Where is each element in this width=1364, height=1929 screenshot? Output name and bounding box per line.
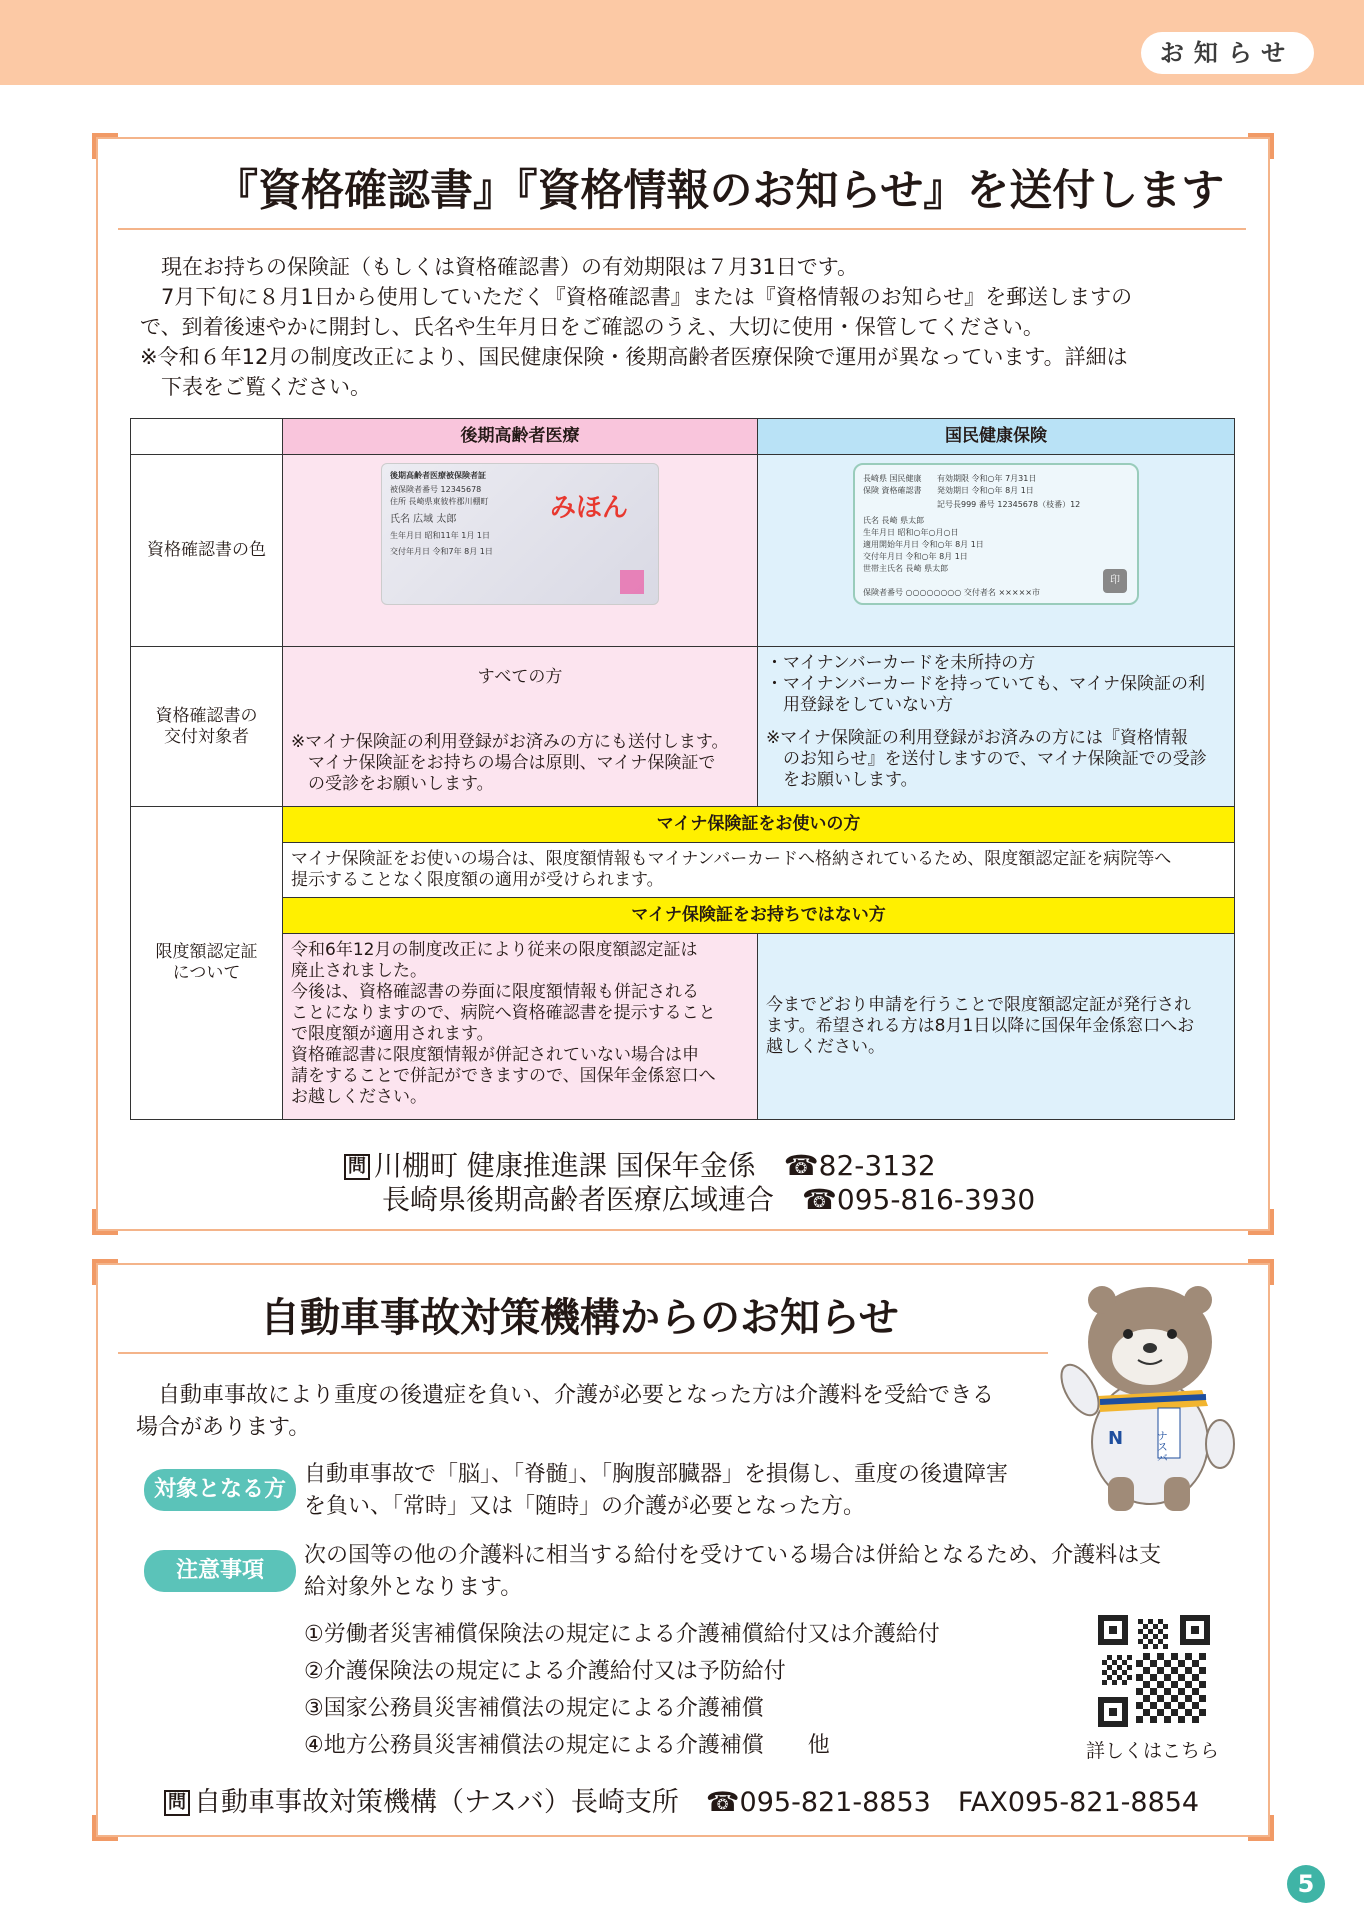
svg-text:N: N [1108,1428,1124,1449]
section2-intro: 自動車事故により重度の後遺症を負い、介護が必要となった方は介護料を受給できる 場合があります。 [136,1383,995,1440]
comparison-table [130,418,1235,1120]
eligibility-national: ・マイナンバーカードを未所持の方 ・マイナンバーカードを持っていても、マイナ保険証の利 用登録をしていない方 ※マイナ保険証の利用登録がお済みの方には『資格情報 のお知らせ』を送付しますので、マイナ保険証での受診 をお願いします。 [758,647,1235,807]
notice-text: 次の国等の他の介護料に相当する給付を受けている場合は併給となるため、介護料は支 給対象外となります。 [304,1543,1162,1600]
svg-text:ナスバ: ナスバ [1155,1430,1169,1463]
inquiry-icon: 問 [164,1790,190,1816]
exclusion-list [304,1616,940,1764]
late-card-image: 後期高齢者医療被保険者証 被保険者番号 12345678 住所 長崎県東彼杵郡川棚町 氏名 広域 太郎 生年月日 昭和11年 1月 1日 交付年月日 令和7年 8月 1日 みほん [381,463,659,605]
section1-title: 『資格確認書』『資格情報のお知らせ』を送付します [215,166,1225,216]
contact-koiki: 長崎県後期高齢者医療広域連合 ☎095-816-3930 [382,1183,1036,1216]
sample-stamp: みほん [550,493,629,523]
contact-nasva: 問 自動車事故対策機構（ナスバ）長崎支所 ☎095-821-8853 FAX095-821-8854 [164,1780,1199,1819]
target-label: 対象となる方 [144,1469,296,1511]
list-item: ③国家公務員災害補償法の規定による介護補償 [304,1696,764,1721]
col-header-late: 後期高齢者医療 [283,419,758,455]
limit-use-text: マイナ保険証をお使いの場合は、限度額情報もマイナンバーカードへ格納されているため、限度額認定証を病院等へ 提示することなく限度額の適用が受けられます。 [283,843,1235,898]
yellow-header-use: マイナ保険証をお使いの方 [283,807,1235,843]
notice-label: 注意事項 [144,1550,296,1592]
page-number: 5 [1287,1865,1325,1903]
row-label-color: 資格確認書の色 [131,455,283,647]
national-card-image: 長崎県 国民健康保険 資格確認書 有効期限 令和○年 7月31日 発効期日 令和○年 8月 1日 記号長999 番号 12345678（枝番）12 氏名 長崎 県太郎 生年月日 昭和○年○月○日 適用開始年月日 令和○年 8月 1日 交付年月日 令和○年 8月 1日 世帯主氏名 長崎 県太郎 保険者番号 ○○○○○○○○ 交付者名 ×××××市 印 [853,463,1139,605]
nasuba-mascot [1040,1272,1260,1512]
section2-rule [118,1352,1048,1354]
target-text: 自動車事故で「脳」、「脊髄」、「胸腹部臓器」を損傷し、重度の後遺障害 を負い、「常時」又は「随時」の介護が必要となった方。 [304,1462,1009,1519]
limit-national-text: 今までどおり申請を行うことで限度額認定証が発行され ます。希望される方は8月1日以降に国保年金係窓口へお 越しください。 [758,934,1235,1120]
qr-caption: 詳しくはこちら [1086,1740,1220,1762]
limit-late-text: 令和6年12月の制度改正により従来の限度額認定証は 廃止されました。 今後は、資格確認書の券面に限度額情報も併記される ことになりますので、病院へ資格確認書を提示すること で限度額が適用されます。 資格確認書に限度額情報が併記されていない場合は申 請をすることで併記ができますので、国保年金係窓口へ お越しください。 [283,934,758,1120]
row-label-eligibility: 資格確認書の 交付対象者 [131,647,283,807]
eligibility-late: すべての方 ※マイナ保険証の利用登録がお済みの方にも送付します。 マイナ保険証をお持ちの場合は原則、マイナ保険証で の受診をお願いします。 [283,647,758,807]
qr-code[interactable] [1098,1615,1210,1727]
list-item: ①労働者災害補償保険法の規定による介護補償給付又は介護給付 [304,1622,940,1647]
card-sample-national [758,455,1235,647]
section1-rule [118,228,1246,230]
list-item: ④地方公務員災害補償法の規定による介護補償 他 [304,1733,830,1758]
yellow-header-nouse: マイナ保険証をお持ちではない方 [283,898,1235,934]
row-label-limit: 限度額認定証 について [131,807,283,1120]
section1-intro: 現在お持ちの保険証（もしくは資格確認書）の有効期限は７月31日です。 7月下旬に８月1日から使用していただく『資格確認書』または『資格情報のお知らせ』を郵送しますの で、到着後速やかに開封し、氏名や生年月日をご確認のうえ、大切に使用・保管してください。 ※令和６年12月の制度改正により、国民健康保険・後期高齢者医療保険で運用が異なっています。詳細は 下表をご覧ください。 [140,255,1133,399]
card-sample-late [283,455,758,647]
notice-tag: お知らせ [1141,32,1314,74]
list-item: ②介護保険法の規定による介護給付又は予防給付 [304,1659,786,1684]
section2-title: 自動車事故対策機構からのお知らせ [260,1295,899,1341]
contact-kawatana: 問 川棚町 健康推進課 国保年金係 ☎82-3132 [344,1144,936,1184]
inquiry-icon: 問 [344,1154,370,1180]
col-header-national: 国民健康保険 [758,419,1235,455]
